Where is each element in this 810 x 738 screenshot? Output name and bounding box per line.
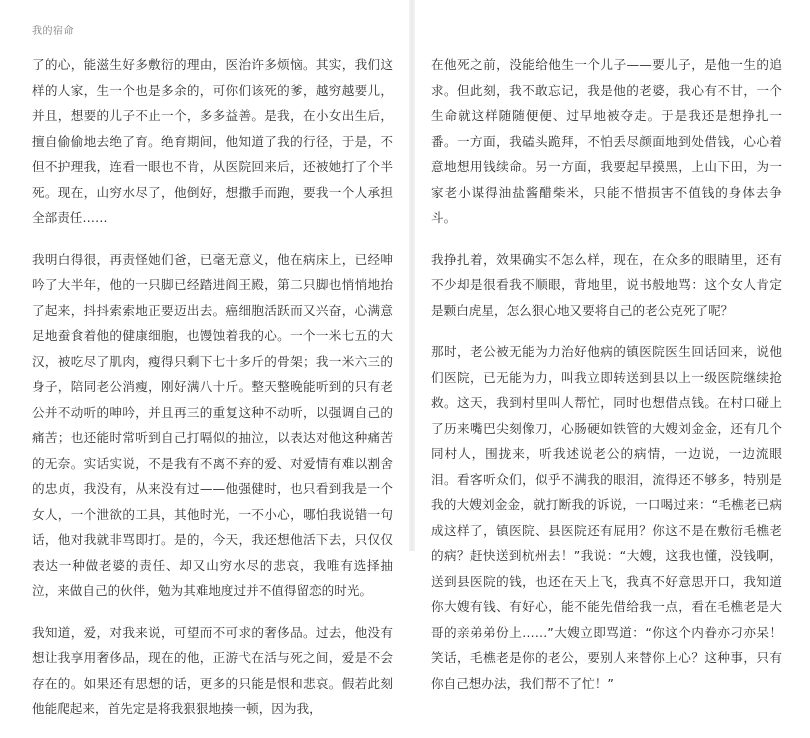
book-title: 我的宿命 (32, 26, 74, 37)
paragraph: 在他死之前，没能给他生一个儿子——要儿子，是他一生的追求。但此刻，我不敢忘记，我是他的老婆，我心有不甘，一个生命就这样随随便便、过早地被夺走。于是我还是想挣扎一番。一方面，我磕头跪拜，不怕丢尽颜面地到处借钱，心心着意地想用钱续命。另一方面，我要起早摸黑，上山下田，为一家老小谋得油盐酱醋柴米，只能不惜损害不值钱的身体去争斗。 (431, 57, 782, 225)
right-text-column (431, 52, 782, 712)
paragraph: 我挣扎着，效果确实不怎么样，现在，在众多的眼睛里，还有不少却是很看我不顺眼，背地里，说书般地骂：这个女人肯定是颗白虎星，怎么狠心地又要将自己的老公克死了呢？ (431, 251, 782, 318)
paragraph: 我明白得很，再责怪她们爸，已毫无意义，他在病床上，已经呻吟了大半年，他的一只脚已经踏进阎王殿，第二只脚也悄悄地抬了起来，抖抖索索地正要迈出去。癌细胞活跃而又兴奋，心满意足地蚕食着他的健康细胞，也馒蚀着我的心。一个一米七五的大汉，被吃尽了肌肉，瘦得只剩下七十多斤的骨架；我一米六三的身子，陪同老公消瘦，刚好满八十斤。整天整晚能听到的只有老公并不动听的呻吟，并且再三的重复这种不动听，以强调自己的痛苦；也还能时常听到自己打嗝似的抽泣，以表达对他这种痛苦的无奈。实话实说，不是我有不离不弃的爱、对爱情有难以割舍的忠贞，我没有，从来没有过——他强健时，也只看到我是一个女人，一个泄欲的工具，其他时光，一不小心，哪怕我说错一句话，他对我就非骂即打。是的，今天，我还想他活下去，只仅仅表达一种做老婆的责任、却又山穷水尽的悲哀，我唯有选择抽泣，来做自己的伙伴，勉为其难地度过并不值得留恋的时光。 (32, 251, 393, 598)
left-text-column (32, 52, 393, 738)
paragraph: 我知道，爱，对我来说，可望而不可求的奢侈品。过去，他没有想让我享用奢侈品，现在的他，正游弋在活与死之间，爱是不会存在的。如果还有思想的话，更多的只能是恨和悲哀。假若此刻他能爬起来，首先定是将我狠狠地揍一顿，因为我， (32, 624, 393, 716)
page-gutter (409, 0, 415, 551)
paragraph: 那时，老公被无能为力治好他病的镇医院医生回话回来，说他们医院，已无能为力，叫我立即转送到县以上一级医院继续抢救。这天，我到村里叫人帮忙，同时也想借点钱。在村口碰上了历来嘴巴尖刻像刀，心肠硬如铁管的大嫂刘金金，还有几个同村人，围拢来，听我述说老公的病情，一边说，一边流眼泪。看客听众们，似乎不满我的眼泪，流得还不够多，特别是我的大嫂刘金金，就打断我的诉说，一口喝过来：“毛樵老已病成这样了，镇医院、县医院还有屁用？你这不是在敷衍毛樵老的病？赶快送到杭州去！”我说：“大嫂，这我也懂，没钱啊，送到县医院的钱，也还在天上飞，我真不好意思开口，我知道你大嫂有钱、有好心，能不能先借给我一点，看在毛樵老是大哥的亲弟弟份上……”大嫂立即骂道：“你这个内眷亦刁亦呆！笑话，毛樵老是你的老公，要别人来替你上心？这种事，只有你自己想办法，我们帮不了忙！” (431, 344, 782, 691)
paragraph: 了的心，能滋生好多敷衍的理由，医治许多烦恼。其实，我们这样的人家，生一个也是多余的，可你们该死的爹，越穷越要儿，并且，想要的儿子不止一个，多多益善。是我，在小女出生后，擅自偷偷地去绝了育。绝育期间，他知道了我的行径，于是，不但不护理我，连看一眼也不肯，从医院回来后，还被她打了个半死。现在，山穷水尽了，他倒好，想撒手而跑，要我一个人承担全部责任…… (32, 57, 393, 225)
